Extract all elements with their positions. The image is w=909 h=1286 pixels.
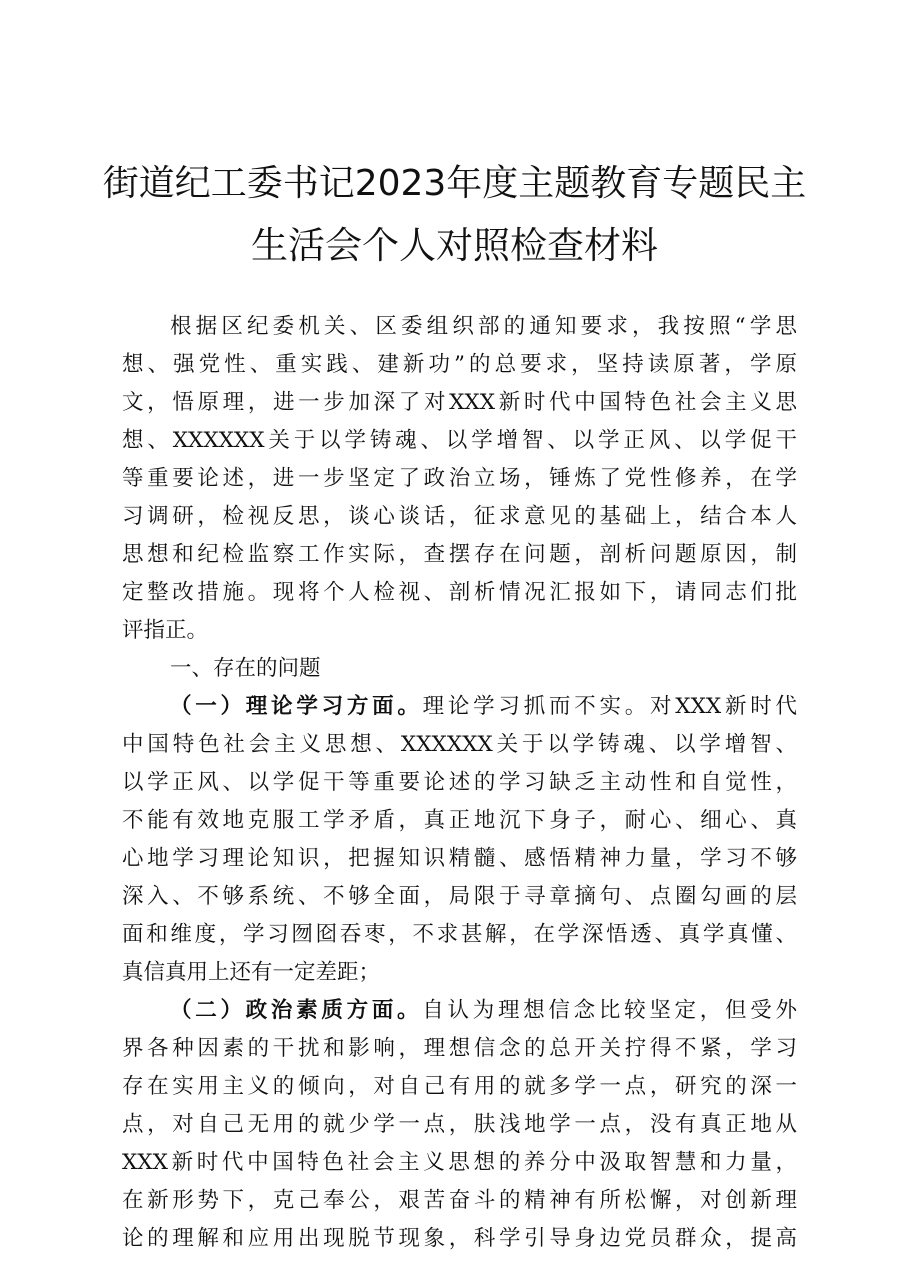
paragraph-line: 以学正风、以学促干等重要论述的学习缺乏主动性和自觉性， [122,770,797,795]
subsection-first-line [170,996,797,1026]
paragraph-text: 自认为理想信念比较坚定，但受外 [422,998,797,1023]
subsection-heading: （一）理论学习方面。 [170,694,423,719]
paragraph-text: 理论学习抓而不实。对XXX新时代 [422,694,797,719]
paragraph-line: 面和维度，学习囫囵吞枣，不求甚解，在学深悟透、真学真懂、 [122,922,797,947]
paragraph-line: 不能有效地克服工学矛盾，真正地沉下身子，耐心、细心、真 [122,808,797,833]
paragraph-line: 根据区纪委机关、区委组织部的通知要求，我按照“学思 [170,314,797,339]
paragraph-line: 想、XXXXXX关于以学铸魂、以学增智、以学正风、以学促干 [122,428,797,453]
paragraph-line: 点，对自己无用的就少学一点，肤浅地学一点，没有真正地从 [122,1112,797,1137]
paragraph-line: 文，悟原理，进一步加深了对XXX新时代中国特色社会主义思 [122,390,797,415]
subsection-first-line [170,692,797,722]
paragraph-line: 思想和纪检监察工作实际，查摆存在问题，剖析问题原因，制 [122,542,797,567]
document-title-line-2: 生活会个人对照检查材料 [251,224,658,267]
subsection-heading: （二）政治素质方面。 [170,998,423,1023]
section-heading: 一、存在的问题 [170,656,321,681]
paragraph-line: 中国特色社会主义思想、XXXXXX关于以学铸魂、以学增智、 [122,732,797,757]
paragraph-line: 心地学习理论知识，把握知识精髓、感悟精神力量，学习不够 [122,846,797,871]
paragraph-line: 想、强党性、重实践、建新功”的总要求，坚持读原著，学原 [122,352,797,377]
paragraph-line: 存在实用主义的倾向，对自己有用的就多学一点，研究的深一 [122,1074,797,1099]
paragraph-line: 习调研，检视反思，谈心谈话，征求意见的基础上，结合本人 [122,504,797,529]
paragraph-line: 真信真用上还有一定差距； [122,960,381,985]
paragraph-line: 等重要论述，进一步坚定了政治立场，锤炼了党性修养，在学 [122,466,797,491]
paragraph-line: 界各种因素的干扰和影响，理想信念的总开关拧得不紧，学习 [122,1036,797,1061]
paragraph-line: 在新形势下，克己奉公，艰苦奋斗的精神有所松懈，对创新理 [122,1188,797,1213]
paragraph-line: XXX新时代中国特色社会主义思想的养分中汲取智慧和力量， [122,1150,797,1175]
paragraph-line: 深入、不够系统、不够全面，局限于寻章摘句、点圈勾画的层 [122,884,797,909]
paragraph-line: 定整改措施。现将个人检视、剖析情况汇报如下，请同志们批 [122,580,797,605]
paragraph-line: 评指正。 [122,618,209,643]
paragraph-line: 论的理解和应用出现脱节现象，科学引导身边党员群众，提高 [122,1226,797,1251]
document-title-line-1: 街道纪工委书记2023年度主题教育专题民主 [102,163,807,204]
